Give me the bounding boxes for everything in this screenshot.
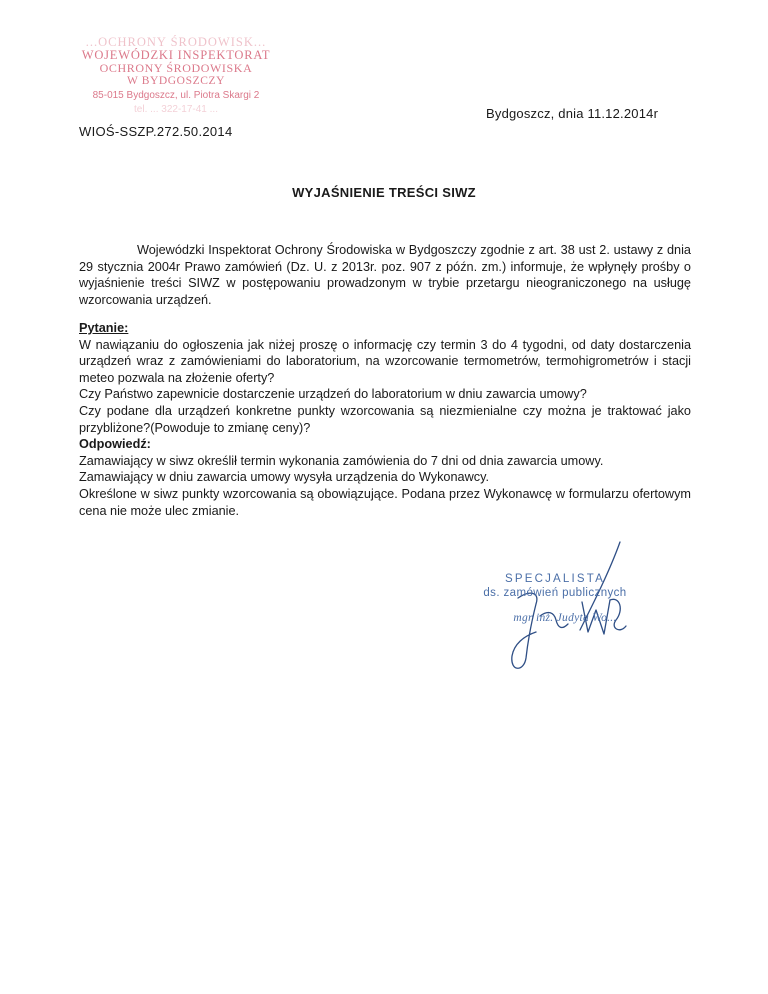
- signature-stamp: [450, 572, 660, 624]
- stamp-line-faded: ...OCHRONY ŚRODOWISK...: [85, 35, 267, 49]
- stamp-phone: tel. ... 322-17-41 ...: [134, 104, 218, 115]
- question-paragraph-2: Czy Państwo zapewnicie dostarczenie urządzeń do laboratorium w dniu zawarcia umowy?: [79, 387, 587, 402]
- stamp-address: 85-015 Bydgoszcz, ul. Piotra Skargi 2: [92, 90, 260, 101]
- answer-paragraph-2: Zamawiający w dniu zawarcia umowy wysyła urządzenia do Wykonawcy.: [79, 470, 490, 485]
- stamp-line-environment: OCHRONY ŚRODOWISKA: [99, 61, 253, 75]
- institution-stamp: [56, 36, 296, 116]
- answer-heading: Odpowiedź:: [79, 437, 151, 452]
- reference-number: WIOŚ-SSZP.272.50.2014: [79, 124, 233, 139]
- answer-paragraph-1: Zamawiający w siwz określił termin wykonania zamówienia do 7 dni od dnia zawarcia umowy.: [79, 453, 604, 468]
- signature-role: SPECJALISTA: [504, 573, 606, 585]
- stamp-line-inspectorate: WOJEWÓDZKI INSPEKTORAT: [81, 48, 271, 62]
- letter-date: Bydgoszcz, dnia 11.12.2014r: [486, 106, 659, 121]
- answer-paragraph-3: Określone w siwz punkty wzorcowania są obowiązujące. Podana przez Wykonawcę w formularzu ofertowym cena nie może ulec zmianie.: [79, 486, 691, 518]
- question-paragraph-3: Czy podane dla urządzeń konkretne punkty wzorcowania są niezmienialne czy można je traktować jako przybliżone?(Powoduje to zmianę ceny)?: [79, 403, 691, 435]
- intro-paragraph: Wojewódzki Inspektorat Ochrony Środowiska w Bydgoszczy zgodnie z art. 38 ust 2. ustawy z dnia 29 stycznia 2004r Prawo zamówień (Dz. U. z 2013r. poz. 907 z późn. zm.) informuje, że wpłynęły prośby o wyjaśnienie treści SIWZ w postępowaniu prowadzonym w trybie przetargu nieograniczonego na usługę wzorcowania urządzeń.: [79, 243, 691, 307]
- signature-department: ds. zamówień publicznych: [483, 587, 627, 599]
- question-paragraph-1: W nawiązaniu do ogłoszenia jak niżej proszę o informację czy termin 3 do 4 tygodni, od daty dostarczenia urządzeń wraz z zamówieniami do laboratorium, na wzorcowanie termometrów, termohigrometrów i stacji meteo pozwala na złożenie oferty?: [79, 337, 691, 385]
- qa-section: [79, 320, 691, 519]
- question-heading: Pytanie:: [79, 321, 129, 335]
- signature-name: mgr inż. Judyta Wo...: [513, 612, 617, 624]
- stamp-line-city: W BYDGOSZCZY: [126, 75, 226, 87]
- document-title: WYJAŚNIENIE TREŚCI SIWZ: [292, 185, 476, 200]
